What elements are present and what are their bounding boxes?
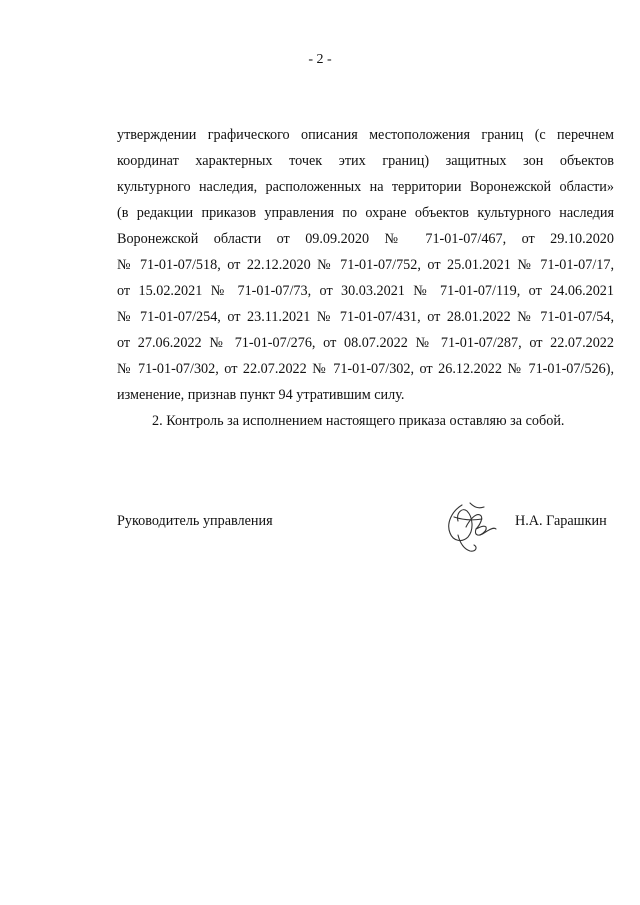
signer-name: Н.А. Гарашкин — [515, 513, 607, 529]
body-line: № 71-01-07/254, от 23.11.2021 № 71-01-07/431, от 28.01.2022 № 71-01-07/54, — [117, 309, 614, 325]
document-body — [117, 122, 614, 434]
page-number: - 2 - — [308, 52, 332, 67]
body-line: от 15.02.2021 № 71-01-07/73, от 30.03.2021 № 71-01-07/119, от 24.06.2021 — [117, 283, 614, 299]
body-line: от 27.06.2022 № 71-01-07/276, от 08.07.2022 № 71-01-07/287, от 22.07.2022 — [117, 335, 614, 351]
body-line: (в редакции приказов управления по охране объектов культурного наследия — [117, 205, 614, 221]
handwritten-signature — [440, 497, 500, 555]
body-line: утверждении графического описания местоположения границ (с перечнем — [117, 127, 614, 143]
body-line: № 71-01-07/302, от 22.07.2022 № 71-01-07/302, от 26.12.2022 № 71-01-07/526), — [117, 361, 614, 377]
body-line: № 71-01-07/518, от 22.12.2020 № 71-01-07/752, от 25.01.2021 № 71-01-07/17, — [117, 257, 614, 273]
body-line: Воронежской области от 09.09.2020 № 71-01-07/467, от 29.10.2020 — [117, 231, 614, 247]
body-line: координат характерных точек этих границ) защитных зон объектов — [117, 153, 614, 169]
signature-block — [0, 497, 640, 557]
body-line: изменение, признав пункт 94 утратившим силу. — [117, 387, 405, 403]
signer-position: Руководитель управления — [117, 513, 273, 529]
body-line: культурного наследия, расположенных на территории Воронежской области» — [117, 179, 614, 195]
item-2-paragraph: 2. Контроль за исполнением настоящего приказа оставляю за собой. — [152, 413, 565, 429]
